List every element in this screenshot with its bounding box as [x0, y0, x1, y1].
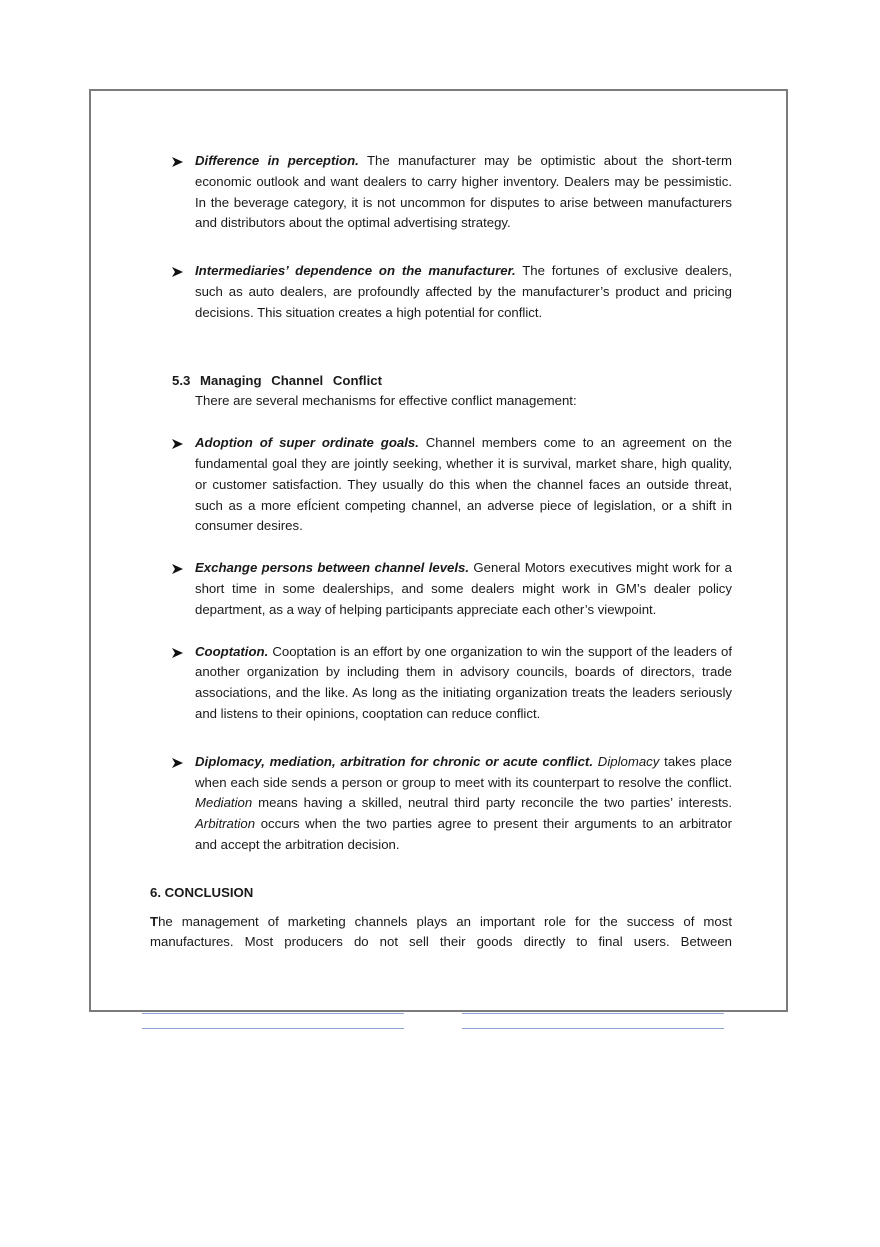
bullet-diplomacy-mediation-arbitration	[150, 752, 732, 856]
bullet-text: The fortunes of exclusive dealers, such as auto dealers, are profoundly affected by the manufacturer’s product and pricing decisions. This situation creates a high potential for conflict.	[195, 263, 732, 320]
drop-letter: T	[150, 913, 159, 929]
conclusion-text: he management of marketing channels plays an important role for the success of most manufactures. Most producers do not sell their goods directly to final users. Between	[150, 913, 732, 950]
arrow-bullet-icon	[172, 151, 186, 167]
page-frame	[89, 89, 788, 1012]
document-body	[150, 151, 732, 953]
bullet-exchange-persons	[150, 558, 732, 620]
bullet-intermediaries-dependence	[150, 261, 732, 323]
bullet-difference-in-perception	[150, 151, 732, 234]
bullet-title: Intermediaries’ dependence on the manufacturer.	[195, 263, 516, 279]
bullet-text: The manufacturer may be optimistic about the short-term economic outlook and want dealers to carry higher inventory. Dealers may be pessimistic. In the beverage category, it is not uncommon for disputes to arise between manufacturers and distributors about the optimal advertising strategy.	[195, 153, 732, 231]
footer-rule-left-bottom	[142, 1028, 404, 1029]
term-diplomacy: Diplomacy	[597, 753, 660, 769]
conclusion-heading: 6. CONCLUSION	[150, 884, 254, 900]
bullet-superordinate-goals	[150, 433, 732, 537]
arrow-bullet-icon	[172, 261, 186, 277]
footer-rule-right-top	[462, 1013, 724, 1014]
bullet-text: Cooptation is an effort by one organization to win the support of the leaders of another organization by including them in advisory councils, boards of directors, trade associations, and the like. As long as the initiating organization treats the leaders seriously and listens to their opinions, cooptation can reduce conflict.	[195, 643, 732, 721]
conclusion-paragraph	[150, 912, 732, 954]
bullet-title: Difference in perception.	[195, 153, 359, 168]
section-heading: 5.3 Managing Channel Conflict	[172, 372, 382, 388]
footer-rule-left-top	[142, 1013, 404, 1014]
bullet-title: Diplomacy, mediation, arbitration for chronic or acute conflict.	[195, 753, 593, 769]
bullet-title: Exchange persons between channel levels.	[195, 560, 470, 576]
bullet-text: means having a skilled, neutral third party reconcile the two parties’ interests.	[252, 795, 732, 811]
footer-rule-right-bottom	[462, 1028, 724, 1029]
bullet-title: Cooptation.	[195, 643, 269, 659]
term-arbitration: Arbitration	[195, 816, 256, 832]
bullet-text: Channel members come to an agreement on the fundamental goal they are jointly seeking, whether it is survival, market share, high quality, or customer satisfaction. They usually do this when the channel faces an outside threat, such as a more efÍcient competing channel, an adverse piece of legislation, or a shift in consumer desires.	[195, 435, 733, 534]
arrow-bullet-icon	[172, 752, 186, 768]
arrow-bullet-icon	[172, 433, 186, 449]
bullet-title: Adoption of super ordinate goals.	[195, 435, 419, 451]
arrow-bullet-icon	[172, 558, 186, 574]
bullet-text: occurs when the two parties agree to present their arguments to an arbitrator and accept the arbitration decision.	[195, 816, 732, 852]
bullet-text: General Motors executives might work for a short time in some dealerships, and some dealers might work in GM’s dealer policy department, as a way of helping participants appreciate each other’s viewpoint.	[195, 560, 732, 617]
term-mediation: Mediation	[195, 795, 253, 811]
bullet-text: takes place when each side sends a person or group to meet with its counterpart to resolve the conflict.	[195, 753, 732, 790]
arrow-bullet-icon	[172, 642, 186, 658]
bullet-cooptation	[150, 642, 732, 725]
section-intro: There are several mechanisms for effective conflict management:	[195, 393, 577, 409]
